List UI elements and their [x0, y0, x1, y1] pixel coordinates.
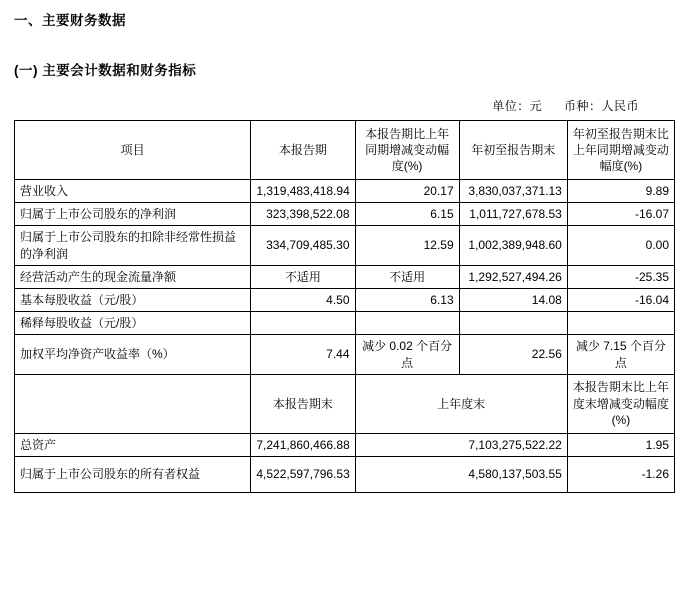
row-ytd: 22.56	[459, 335, 567, 374]
table-row	[15, 288, 675, 311]
row-ytd-change: -25.35	[567, 265, 674, 288]
row-last-year-end: 7,103,275,522.22	[355, 433, 567, 456]
table-row	[15, 335, 675, 374]
row-change: 20.17	[355, 180, 459, 203]
row-ytd-change: 9.89	[567, 180, 674, 203]
row-period-end: 7,241,860,466.88	[251, 433, 355, 456]
row-change: 12.59	[355, 226, 459, 265]
second-header-last-year-end: 上年度末	[355, 374, 567, 433]
row-label: 归属于上市公司股东的扣除非经常性损益的净利润	[15, 226, 251, 265]
header-item: 项目	[15, 121, 251, 180]
row-ytd-change	[567, 312, 674, 335]
row-current: 不适用	[251, 265, 355, 288]
table-second-header-row	[15, 374, 675, 433]
table-row	[15, 203, 675, 226]
row-change: 1.95	[567, 433, 674, 456]
currency-label: 币种：人民币	[563, 99, 639, 113]
unit-currency-line	[14, 97, 639, 114]
row-ytd	[459, 312, 567, 335]
row-label: 归属于上市公司股东的净利润	[15, 203, 251, 226]
row-current: 1,319,483,418.94	[251, 180, 355, 203]
table-header-row	[15, 121, 675, 180]
table-row	[15, 312, 675, 335]
row-last-year-end: 4,580,137,503.55	[355, 456, 567, 492]
row-ytd: 1,292,527,494.26	[459, 265, 567, 288]
row-ytd-change: -16.04	[567, 288, 674, 311]
second-header-item	[15, 374, 251, 433]
row-ytd: 1,002,389,948.60	[459, 226, 567, 265]
row-label: 总资产	[15, 433, 251, 456]
row-label: 归属于上市公司股东的所有者权益	[15, 456, 251, 492]
header-ytd: 年初至报告期末	[459, 121, 567, 180]
row-label: 加权平均净资产收益率（%）	[15, 335, 251, 374]
row-change: 不适用	[355, 265, 459, 288]
row-current	[251, 312, 355, 335]
section-title: 一、主要财务数据	[14, 13, 126, 28]
financial-data-table	[14, 120, 675, 493]
table-row	[15, 226, 675, 265]
row-change: 减少 0.02 个百分点	[355, 335, 459, 374]
second-header-change: 本报告期末比上年度末增减变动幅度(%)	[567, 374, 674, 433]
row-change: 6.15	[355, 203, 459, 226]
row-current: 323,398,522.08	[251, 203, 355, 226]
row-label: 营业收入	[15, 180, 251, 203]
subsection-title: (一) 主要会计数据和财务指标	[14, 63, 197, 78]
table-row	[15, 433, 675, 456]
row-ytd-change: 0.00	[567, 226, 674, 265]
table-row	[15, 265, 675, 288]
table-row	[15, 180, 675, 203]
row-ytd-change: 减少 7.15 个百分点	[567, 335, 674, 374]
row-ytd-change: -16.07	[567, 203, 674, 226]
row-change	[355, 312, 459, 335]
row-ytd: 3,830,037,371.13	[459, 180, 567, 203]
table-row	[15, 456, 675, 492]
row-change: 6.13	[355, 288, 459, 311]
row-label: 基本每股收益（元/股）	[15, 288, 251, 311]
second-header-period-end: 本报告期末	[251, 374, 355, 433]
row-label: 稀释每股收益（元/股）	[15, 312, 251, 335]
header-current-period: 本报告期	[251, 121, 355, 180]
row-current: 4.50	[251, 288, 355, 311]
header-current-change: 本报告期比上年同期增减变动幅度(%)	[355, 121, 459, 180]
document-page	[0, 9, 689, 591]
row-ytd: 1,011,727,678.53	[459, 203, 567, 226]
unit-label: 单位：元	[492, 99, 543, 113]
row-label: 经营活动产生的现金流量净额	[15, 265, 251, 288]
row-ytd: 14.08	[459, 288, 567, 311]
row-period-end: 4,522,597,796.53	[251, 456, 355, 492]
row-change: -1.26	[567, 456, 674, 492]
row-current: 334,709,485.30	[251, 226, 355, 265]
header-ytd-change: 年初至报告期末比上年同期增减变动幅度(%)	[567, 121, 674, 180]
row-current: 7.44	[251, 335, 355, 374]
